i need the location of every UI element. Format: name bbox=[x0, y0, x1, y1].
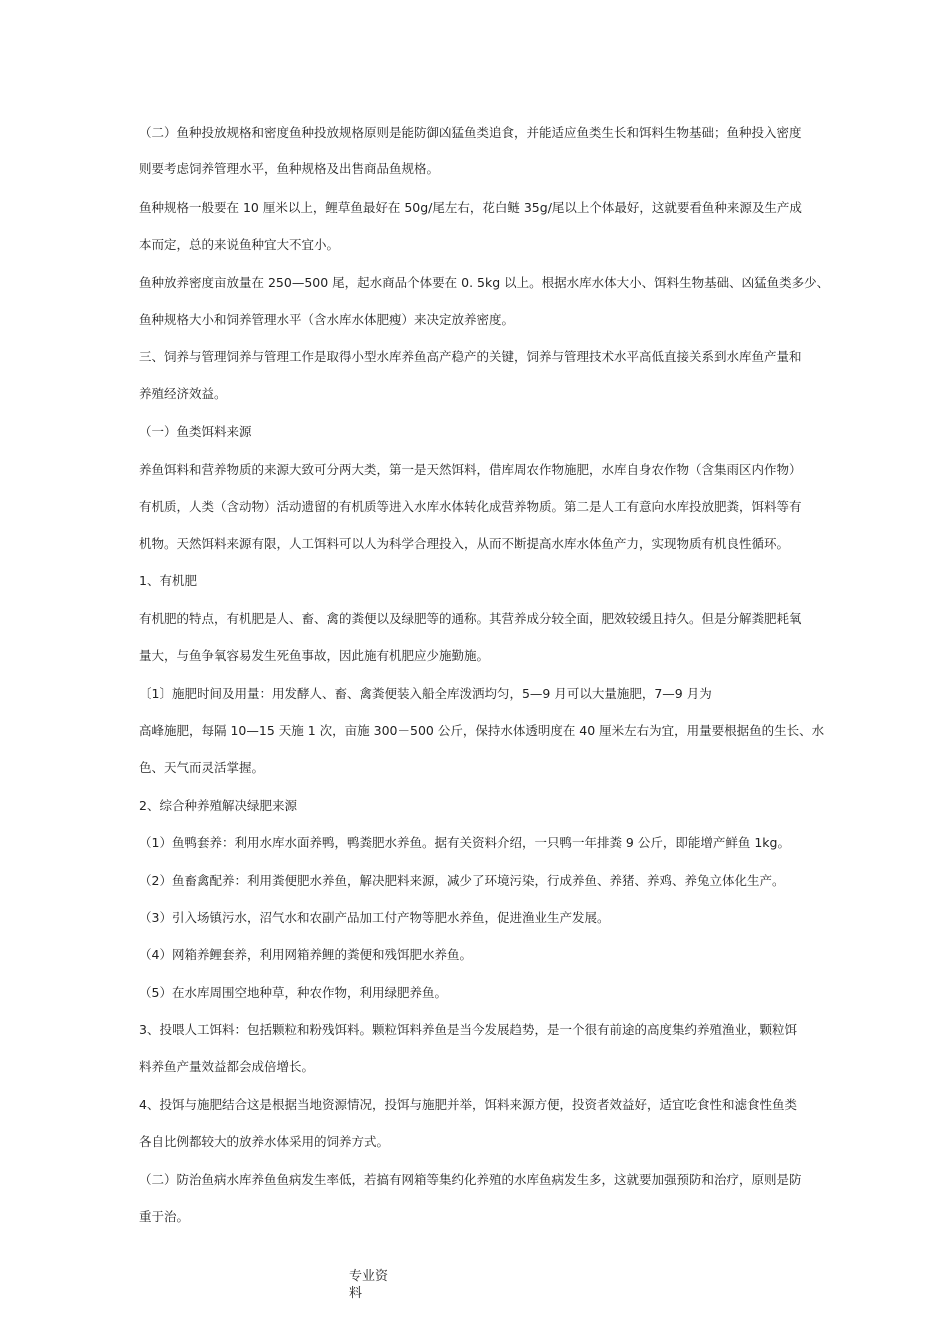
section-heading: 2、综合种养殖解决绿肥来源 bbox=[139, 798, 297, 813]
paragraph-line: 〔1〕施肥时间及用量：用发酵人、畜、禽粪便装入船全库泼洒均匀，5—9 月可以大量施肥，7—9 月为 bbox=[139, 686, 712, 701]
paragraph-line: 鱼种规格大小和饲养管理水平（含水库水体肥瘦）来决定放养密度。 bbox=[139, 312, 515, 327]
section-heading: （一）鱼类饵料来源 bbox=[139, 424, 252, 439]
page-footer: 专业资 bbox=[349, 1269, 389, 1284]
list-item: （5）在水库周围空地种草，种农作物，利用绿肥养鱼。 bbox=[139, 985, 447, 1000]
paragraph-line: 有机质，人类（含动物）活动遗留的有机质等进入水库水体转化成营养物质。第二是人工有意向水库投放肥粪，饵料等有 bbox=[139, 499, 802, 514]
paragraph-line: 3、投喂人工饵料：包括颗粒和粉残饵料。颗粒饵料养鱼是当今发展趋势，是一个很有前途的高度集约养殖渔业，颗粒饵 bbox=[139, 1022, 797, 1037]
list-item: （1）鱼鸭套养：利用水库水面养鸭，鸭粪肥水养鱼。据有关资料介绍，一只鸭一年排粪 9 公斤，即能增产鲜鱼 1kg。 bbox=[139, 835, 790, 850]
paragraph-line: （二）防治鱼病水库养鱼鱼病发生率低，若搞有网箱等集约化养殖的水库鱼病发生多，这就要加强预防和治疗，原则是防 bbox=[139, 1172, 802, 1187]
list-item: （3）引入场镇污水，沼气水和农副产品加工付产物等肥水养鱼，促进渔业生产发展。 bbox=[139, 910, 610, 925]
paragraph-line: 有机肥的特点，有机肥是人、畜、禽的粪便以及绿肥等的通称。其营养成分较全面，肥效较缓且持久。但是分解粪肥耗氧 bbox=[139, 611, 802, 626]
paragraph-line: 高峰施肥，每隔 10—15 天施 1 次，亩施 300－500 公斤，保持水体透明度在 40 厘米左右为宜，用量要根据鱼的生长、水 bbox=[139, 723, 825, 738]
paragraph-line: 养殖经济效益。 bbox=[139, 386, 227, 401]
paragraph-line: 三、饲养与管理饲养与管理工作是取得小型水库养鱼高产稳产的关键，饲养与管理技术水平高低直接关系到水库鱼产量和 bbox=[139, 349, 802, 364]
list-item: （4）网箱养鲤套养，利用网箱养鲤的粪便和残饵肥水养鱼。 bbox=[139, 947, 472, 962]
paragraph-line: （二）鱼种投放规格和密度鱼种投放规格原则是能防御凶猛鱼类追食，并能适应鱼类生长和饵料生物基础；鱼种投入密度 bbox=[139, 125, 802, 140]
page-footer: 料 bbox=[349, 1286, 363, 1301]
paragraph-line: 机物。天然饵料来源有限，人工饵料可以人为科学合理投入，从而不断提高水库水体鱼产力，实现物质有机良性循环。 bbox=[139, 536, 790, 551]
list-item: （2）鱼畜禽配养：利用粪便肥水养鱼，解决肥料来源，减少了环境污染，行成养鱼、养猪、养鸡、养兔立体化生产。 bbox=[139, 873, 785, 888]
paragraph-line: 料养鱼产量效益都会成倍增长。 bbox=[139, 1059, 315, 1074]
paragraph-line: 则要考虑饲养管理水平，鱼种规格及出售商品鱼规格。 bbox=[139, 161, 440, 176]
paragraph-line: 重于治。 bbox=[139, 1209, 190, 1224]
section-heading: 1、有机肥 bbox=[139, 573, 197, 588]
paragraph-line: 各自比例都较大的放养水体采用的饲养方式。 bbox=[139, 1134, 390, 1149]
paragraph-line: 量大，与鱼争氧容易发生死鱼事故，因此施有机肥应少施勤施。 bbox=[139, 648, 490, 663]
paragraph-line: 鱼种规格一般要在 10 厘米以上，鲤草鱼最好在 50g/尾左右，花白鲢 35g/尾以上个体最好，这就要看鱼种来源及生产成 bbox=[139, 200, 802, 215]
paragraph-line: 本而定，总的来说鱼种宜大不宜小。 bbox=[139, 237, 340, 252]
paragraph-line: 鱼种放养密度亩放量在 250—500 尾，起水商品个体要在 0. 5kg 以上。根据水库水体大小、饵料生物基础、凶猛鱼类多少、 bbox=[139, 275, 830, 290]
paragraph-line: 4、投饵与施肥结合这是根据当地资源情况，投饵与施肥并举，饵料来源方便，投资者效益好，适宜吃食性和滤食性鱼类 bbox=[139, 1097, 797, 1112]
paragraph-line: 色、天气而灵活掌握。 bbox=[139, 760, 265, 775]
paragraph-line: 养鱼饵料和营养物质的来源大致可分两大类，第一是天然饵料，借库周农作物施肥，水库自身农作物（含集雨区内作物） bbox=[139, 462, 802, 477]
